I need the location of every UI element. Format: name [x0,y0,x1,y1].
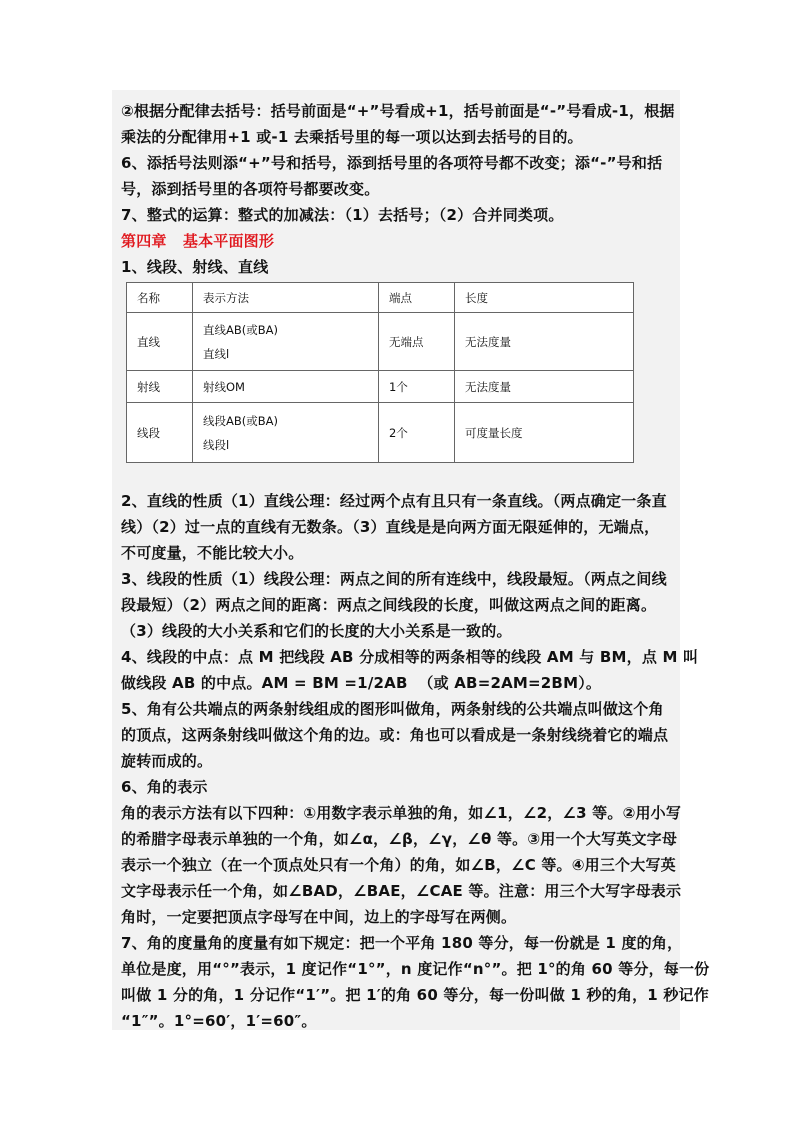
table-cell-methods [193,371,379,403]
table-header-cell: 表示方法 [193,283,379,313]
table-header-cell: 名称 [127,283,193,313]
text-line: 7、角的度量角的度量有如下规定：把一个平角 180 等分，每一份就是 1 度的角， [121,934,683,952]
text-line: “1″”。1°=60′，1′=60″。 [121,1012,317,1030]
table-row [127,313,634,371]
text-line: 表示一个独立（在一个顶点处只有一个角）的角，如∠B，∠C 等。④用三个大写英 [121,856,676,874]
method-text: 射线OM [203,379,245,394]
text-line: 旋转而成的。 [121,752,213,770]
text-line: 单位是度，用“°”表示，1 度记作“1°”，n 度记作“n°”。把 1°的角 60 等分，每一份 [121,960,710,978]
table-row [127,371,634,403]
text-line: 3、线段的性质（1）线段公理：两点之间的所有连线中，线段最短。（两点之间线 [121,570,667,588]
table-row [127,403,634,463]
table-cell-length: 无法度量 [455,313,634,371]
table-cell-name: 直线 [127,313,193,371]
method-text: 线段AB(或BA) [203,413,278,428]
text-line: 不可度量，不能比较大小。 [121,544,304,562]
text-line: 的顶点，这两条射线叫做这个角的边。或：角也可以看成是一条射线绕着它的端点 [121,726,669,744]
text-line: 乘法的分配律用+1 或-1 去乘括号里的每一项以达到去括号的目的。 [121,128,583,146]
method-text: 直线l [203,346,230,361]
method-text: 直线AB(或BA) [203,322,278,337]
section-title: 1、线段、射线、直线 [121,258,269,276]
text-line: 文字母表示任一个角，如∠BAD，∠BAE，∠CAE 等。注意：用三个大写字母表示 [121,882,682,900]
table-cell-methods [193,403,379,463]
table-cell-endpoints: 无端点 [379,313,455,371]
table-cell-length: 无法度量 [455,371,634,403]
text-line: 的希腊字母表示单独的一个角，如∠α，∠β，∠γ，∠θ 等。③用一个大写英文字母 [121,830,678,848]
chapter-title: 第四章 基本平面图形 [121,232,275,250]
table-cell-endpoints: 1个 [379,371,455,403]
table-cell-name: 射线 [127,371,193,403]
text-line: （3）线段的大小关系和它们的长度的大小关系是一致的。 [121,622,512,640]
text-line: 5、角有公共端点的两条射线组成的图形叫做角，两条射线的公共端点叫做这个角 [121,700,664,718]
text-line: 7、整式的运算：整式的加减法：（1）去括号；（2）合并同类项。 [121,206,564,224]
method-text: 线段l [203,437,230,452]
text-line: 4、线段的中点：点 M 把线段 AB 分成相等的两条相等的线段 AM 与 BM，点 M 叫 [121,648,699,666]
table-cell-methods [193,313,379,371]
text-line: 号，添到括号里的各项符号都要改变。 [121,180,380,198]
line-types-table [126,282,634,463]
text-line: 角的表示方法有以下四种：①用数字表示单独的角，如∠1，∠2，∠3 等。②用小写 [121,804,682,822]
text-line: 2、直线的性质（1）直线公理：经过两个点有且只有一条直线。（两点确定一条直 [121,492,667,510]
text-line: 6、添括号法则添“+”号和括号，添到括号里的各项符号都不改变；添“-”号和括 [121,154,663,172]
table-header-row [127,283,634,313]
text-line: 角时，一定要把顶点字母写在中间，边上的字母写在两侧。 [121,908,517,926]
table-header-cell: 长度 [455,283,634,313]
table-cell-name: 线段 [127,403,193,463]
text-line: 段最短）（2）两点之间的距离：两点之间线段的长度，叫做这两点之间的距离。 [121,596,657,614]
table-cell-length: 可度量长度 [455,403,634,463]
text-line: 叫做 1 分的角，1 分记作“1′”。把 1′的角 60 等分，每一份叫做 1 秒的角，1 秒记作 [121,986,709,1004]
text-line: ②根据分配律去括号：括号前面是“+”号看成+1，括号前面是“-”号看成-1，根据 [121,102,675,120]
table-cell-endpoints: 2个 [379,403,455,463]
text-line: 做线段 AB 的中点。AM = BM =1/2AB （或 AB=2AM=2BM）。 [121,674,602,692]
text-line: 线）（2）过一点的直线有无数条。（3）直线是是向两方面无限延伸的，无端点， [121,518,660,536]
table-header-cell: 端点 [379,283,455,313]
text-line: 6、角的表示 [121,778,208,796]
